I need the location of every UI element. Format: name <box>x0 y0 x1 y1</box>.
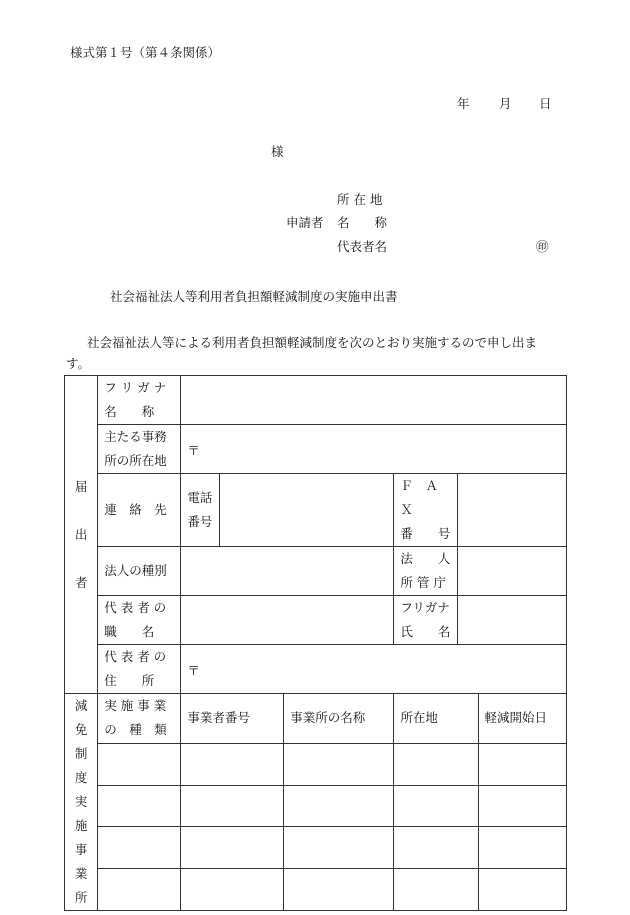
facility-side-label: 減 免 制 度 実 施 事 業 所 <box>65 694 98 911</box>
business-type-cell[interactable] <box>98 785 181 827</box>
provider-number-cell[interactable] <box>181 827 284 869</box>
furigana-name-field[interactable] <box>181 376 567 425</box>
rep-address-field[interactable] <box>181 645 567 694</box>
date-year: 年 <box>457 96 470 111</box>
rep-name-field[interactable] <box>457 596 566 645</box>
intro-line-2: す。 <box>66 356 91 371</box>
corp-office-field[interactable] <box>457 547 566 596</box>
business-type-cell[interactable] <box>98 827 181 869</box>
applicant-address-label: 所 在 地 <box>337 192 383 207</box>
rep-title-label: 代 表 者 の 職 名 <box>98 596 181 645</box>
corp-office-label: 法 人 所 管 庁 <box>394 547 457 596</box>
table-row <box>65 869 567 911</box>
rep-address-label: 代 表 者 の 住 所 <box>98 645 181 694</box>
office-address-field[interactable] <box>181 425 567 474</box>
corp-type-label: 法人の種別 <box>98 547 181 596</box>
start-date-cell[interactable] <box>478 869 566 911</box>
col-header-location: 所在地 <box>394 694 478 744</box>
facility-name-cell[interactable] <box>284 785 394 827</box>
date-day: 日 <box>539 96 552 111</box>
facility-name-cell[interactable] <box>284 743 394 785</box>
col-header-facility-name: 事業所の名称 <box>284 694 394 744</box>
table-row <box>65 785 567 827</box>
provider-number-cell[interactable] <box>181 743 284 785</box>
phone-field[interactable] <box>219 474 394 547</box>
contact-label: 連 絡 先 <box>98 474 181 547</box>
table-row <box>65 743 567 785</box>
table-row <box>65 827 567 869</box>
rep-furigana-label: フリガナ 氏 名 <box>394 596 457 645</box>
provider-number-cell[interactable] <box>181 785 284 827</box>
intro-line-1: 社会福祉法人等による利用者負担額軽減制度を次のとおり実施するので申し出ま <box>87 335 538 350</box>
applicant-label: 申請者 <box>286 215 324 230</box>
col-header-start-date: 軽減開始日 <box>478 694 566 744</box>
col-header-provider-number: 事業者番号 <box>181 694 284 744</box>
seal-mark: ㊞ <box>536 239 549 254</box>
location-cell[interactable] <box>394 785 478 827</box>
applicant-name-label: 名 称 <box>337 215 388 230</box>
location-cell[interactable] <box>394 827 478 869</box>
facility-name-cell[interactable] <box>284 869 394 911</box>
notifier-side-label: 届 出 者 <box>65 376 98 694</box>
rep-title-field[interactable] <box>181 596 394 645</box>
rep-postal-mark: 〒 <box>187 663 200 678</box>
document-title: 社会福祉法人等利用者負担額軽減制度の実施申出書 <box>110 289 398 304</box>
business-type-cell[interactable] <box>98 743 181 785</box>
facility-name-cell[interactable] <box>284 827 394 869</box>
business-type-cell[interactable] <box>98 869 181 911</box>
location-cell[interactable] <box>394 869 478 911</box>
date-month: 月 <box>499 96 512 111</box>
furigana-name-label: フ リ ガ ナ 名 称 <box>98 376 181 425</box>
phone-label: 電話 番号 <box>181 474 219 547</box>
application-table <box>64 375 567 911</box>
start-date-cell[interactable] <box>478 743 566 785</box>
postal-mark: 〒 <box>187 443 200 458</box>
fax-label: Ｆ Ａ Ｘ 番 号 <box>394 474 457 547</box>
location-cell[interactable] <box>394 743 478 785</box>
fax-field[interactable] <box>457 474 566 547</box>
start-date-cell[interactable] <box>478 785 566 827</box>
business-type-header: 実 施 事 業 の 種 類 <box>98 694 181 744</box>
corp-type-field[interactable] <box>181 547 394 596</box>
provider-number-cell[interactable] <box>181 869 284 911</box>
addressee-suffix: 様 <box>271 144 284 159</box>
start-date-cell[interactable] <box>478 827 566 869</box>
applicant-rep-label: 代表者名 <box>337 239 388 254</box>
form-number: 様式第１号（第４条関係） <box>70 45 221 60</box>
office-address-label: 主たる事務 所の所在地 <box>98 425 181 474</box>
